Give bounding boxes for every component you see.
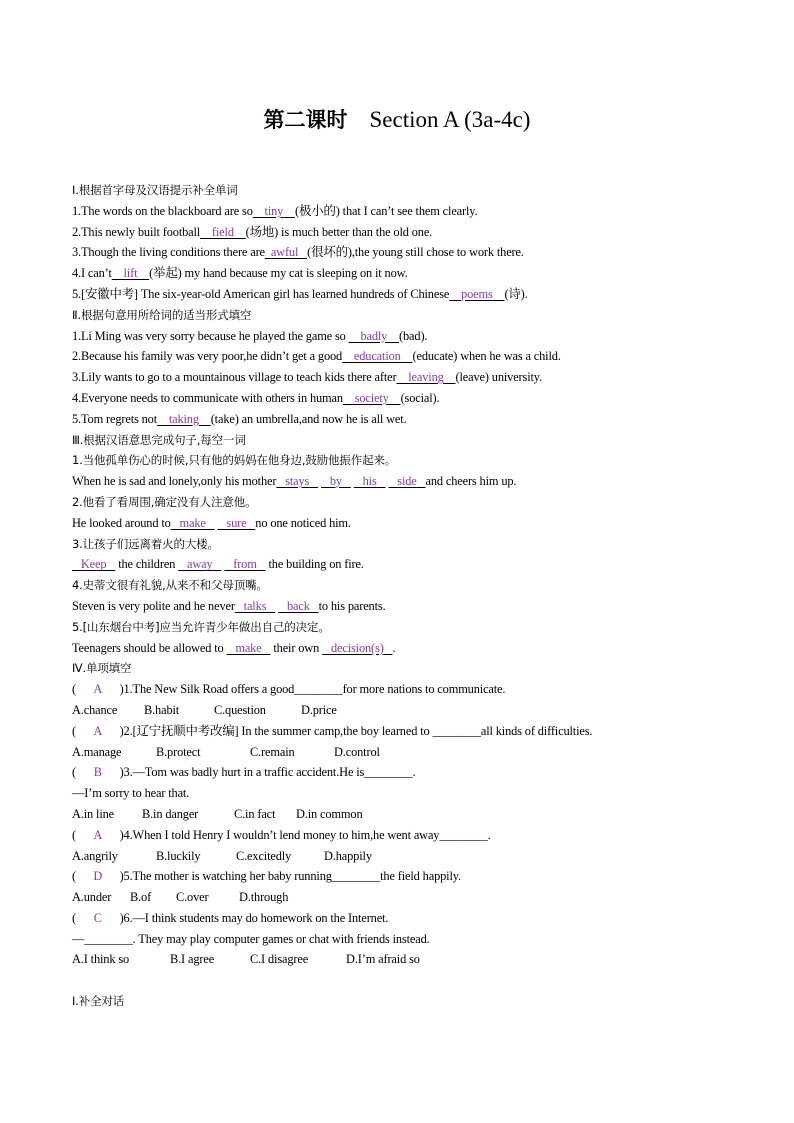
s3-item-2-english: He looked around to make sure no one noticed him. bbox=[72, 515, 351, 530]
s3-item-1-chinese: 1.当他孤单伤心的时候,只有他的妈妈在他身边,鼓励他振作起来。 bbox=[72, 453, 397, 468]
s4-item-3-reply: —I’m sorry to hear that. bbox=[72, 786, 190, 801]
s2-item-5: 5.Tom regrets not taking (take) an umbrella,and now he is all wet. bbox=[72, 411, 407, 426]
s3-item-1-english: When he is sad and lonely,only his mother stays by his side and cheers him up. bbox=[72, 474, 517, 489]
s4-item-5: ( D )5.The mother is watching her baby running________the field happily. bbox=[72, 869, 461, 884]
s2-item-2: 2.Because his family was very poor,he didn’t get a good education (educate) when he was a child. bbox=[72, 349, 561, 364]
section-heading-3: Ⅲ.根据汉语意思完成句子,每空一词 bbox=[72, 432, 246, 447]
page-title bbox=[0, 104, 794, 134]
s4-item-6-options: A.I think so B.I agree C.I disagree D.I’m afraid so bbox=[72, 952, 420, 967]
section-heading-2: Ⅱ.根据句意用所给词的适当形式填空 bbox=[72, 307, 252, 322]
s3-item-2-chinese: 2.他看了看周围,确定没有人注意他。 bbox=[72, 494, 257, 509]
section-heading-1: Ⅰ.根据首字母及汉语提示补全单词 bbox=[72, 183, 238, 197]
s3-item-4-english: Steven is very polite and he never talks back to his parents. bbox=[72, 598, 386, 613]
s1-item-5: 5.[安徽中考] The six-year-old American girl has learned hundreds of Chinese poems (诗). bbox=[72, 286, 528, 301]
section-heading-4: Ⅳ.单项填空 bbox=[72, 661, 132, 676]
s1-item-3: 3.Though the living conditions there are awful (很坏的),the young still chose to work there. bbox=[72, 245, 524, 260]
s2-item-1: 1.Li Ming was very sorry because he played the game so badly (bad). bbox=[72, 328, 428, 343]
s4-item-6-reply: —________. They may play computer games or chat with friends instead. bbox=[72, 931, 430, 946]
s1-item-1: 1.The words on the blackboard are so tiny (极小的) that I can’t see them clearly. bbox=[72, 203, 478, 218]
s4-item-5-options: A.under B.of C.over D.through bbox=[72, 890, 289, 905]
s4-item-1-options: A.chance B.habit C.question D.price bbox=[72, 702, 337, 717]
s1-item-4: 4.I can’t lift (举起) my hand because my cat is sleeping on it now. bbox=[72, 266, 408, 281]
worksheet-body bbox=[72, 180, 732, 1012]
s4-item-4-options: A.angrily B.luckily C.excitedly D.happily bbox=[72, 848, 372, 863]
s1-item-2: 2.This newly built football field (场地) is much better than the old one. bbox=[72, 224, 433, 239]
s4-item-2: ( A )2.[辽宁抚顺中考改编] In the summer camp,the boy learned to ________all kinds of difficulties. bbox=[72, 723, 593, 738]
s4-item-6: ( C )6.—I think students may do homework on the Internet. bbox=[72, 910, 389, 925]
s3-item-5-chinese: 5.[山东烟台中考]应当允许青少年做出自己的决定。 bbox=[72, 619, 330, 634]
s4-item-2-options: A.manage B.protect C.remain D.control bbox=[72, 744, 380, 759]
s3-item-4-chinese: 4.史蒂文很有礼貌,从来不和父母顶嘴。 bbox=[72, 578, 268, 593]
s4-item-3-options: A.in line B.in danger C.in fact D.in common bbox=[72, 806, 363, 821]
s2-item-3: 3.Lily wants to go to a mountainous village to teach kids there after leaving (leave) university. bbox=[72, 370, 542, 385]
s2-item-4: 4.Everyone needs to communicate with others in human society (social). bbox=[72, 390, 440, 405]
s3-item-3-english: Keep the children away from the building on fire. bbox=[80, 557, 364, 572]
s4-item-4: ( A )4.When I told Henry I wouldn’t lend money to him,he went away________. bbox=[72, 827, 491, 842]
s3-item-3-chinese: 3.让孩子们远离着火的大楼。 bbox=[72, 536, 219, 551]
s4-item-1: ( A )1.The New Silk Road offers a good________for more nations to communicate. bbox=[72, 682, 506, 697]
section-heading-5: Ⅰ.补全对话 bbox=[72, 994, 125, 1009]
title-english: Section A (3a-4c) bbox=[369, 107, 531, 132]
s3-item-5-english: Teenagers should be allowed to make their own decision(s) . bbox=[72, 640, 396, 655]
s4-item-3: ( B )3.—Tom was badly hurt in a traffic accident.He is________. bbox=[72, 765, 416, 780]
title-chinese: 第二课时 bbox=[263, 108, 348, 132]
